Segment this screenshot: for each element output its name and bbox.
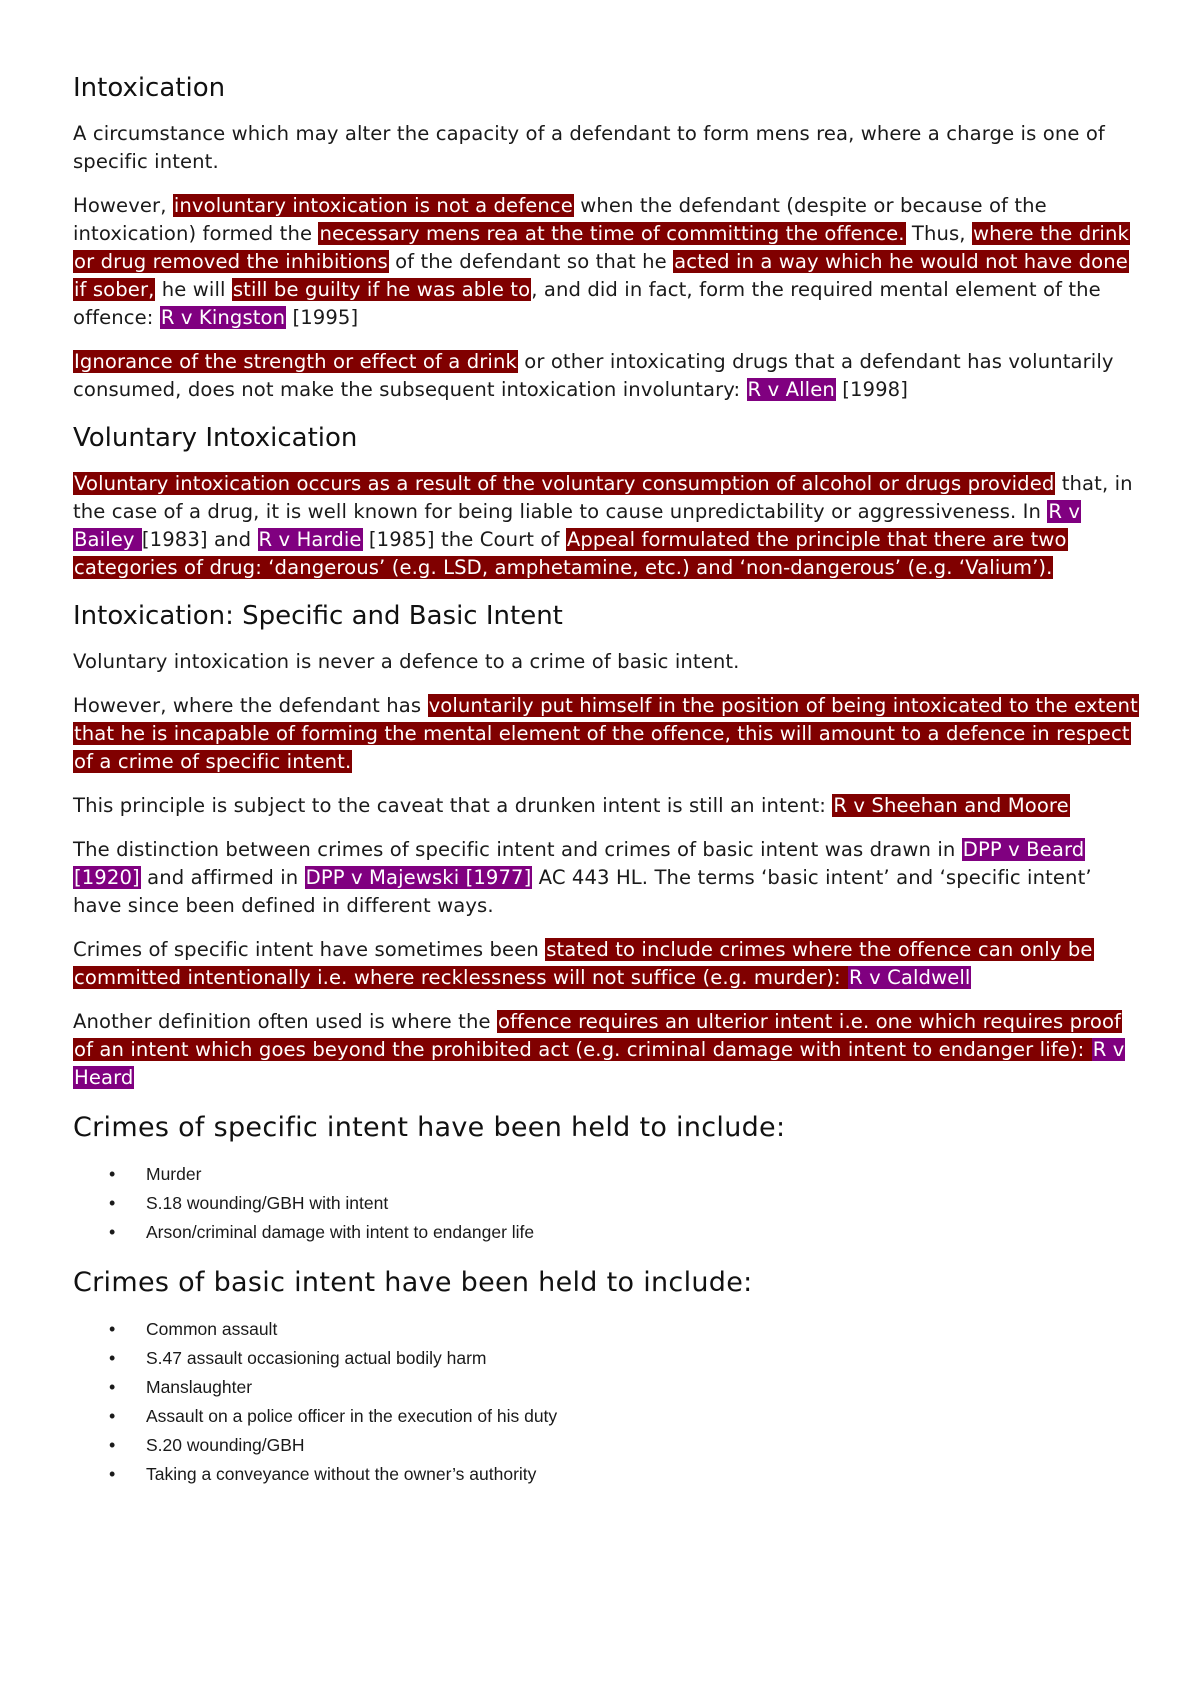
paragraph [73, 348, 1143, 404]
highlighted-text-red: Appeal formulated the principle that there are two categories of drug: ‘dangerous’ (e.g. LSD, amphetamine, etc.) and ‘non-dangerous’ (e.g. ‘Valium’). [74, 528, 1067, 579]
bullet-icon: • [109, 1435, 116, 1455]
body-text: he will [155, 278, 232, 301]
body-text: when the defendant (despite or because of the intoxication) formed the [73, 194, 1047, 245]
list-item [73, 1460, 1143, 1489]
body-text: A circumstance which may alter the capacity of a defendant to form mens rea, where a charge is one of specific intent. [73, 122, 1105, 173]
paragraph [73, 792, 1143, 820]
body-text: of the defendant so that he [388, 250, 674, 273]
bullet-icon: • [109, 1464, 116, 1484]
list-item-text: Manslaughter [146, 1377, 253, 1397]
paragraph [73, 692, 1143, 776]
bullet-icon: • [109, 1348, 116, 1368]
list-item [73, 1218, 1143, 1247]
body-text: or other intoxicating drugs that a defendant has voluntarily consumed, does not make the subsequent intoxication involuntary: [73, 350, 1114, 401]
highlighted-text-red: voluntarily put himself in the position of being intoxicated to the extent that he is incapable of forming the mental element of the offence, this will amount to a defence in respect of a crime of specific intent. [74, 694, 1138, 773]
highlighted-text-red: involuntary intoxication is not a defence [173, 194, 573, 217]
list-item-text: Assault on a police officer in the execution of his duty [146, 1406, 558, 1426]
section-heading: Intoxication: Specific and Basic Intent [73, 601, 563, 631]
case-citation-highlight: R v Bailey [74, 500, 1081, 551]
section-heading: Crimes of specific intent have been held to include: [73, 1112, 786, 1143]
body-text: [1995] [286, 306, 359, 329]
section-heading: Crimes of basic intent have been held to include: [73, 1267, 753, 1298]
case-citation-highlight: R v Allen [747, 378, 835, 401]
paragraph [73, 120, 1143, 176]
body-text: This principle is subject to the caveat that a drunken intent is still an intent: [73, 794, 833, 817]
highlighted-text-red: offence requires an ulterior intent i.e. one which requires proof of an intent which goes beyond the prohibited act (e.g. criminal damage with intent to endanger life): [74, 1010, 1122, 1061]
body-text: [1985] the Court of [362, 528, 566, 551]
bullet-icon: • [109, 1377, 116, 1397]
highlighted-text-red: Voluntary intoxication occurs as a result of the voluntary consumption of alcohol or drugs provided [74, 472, 1055, 495]
body-text: Voluntary intoxication is never a defence to a crime of basic intent. [73, 650, 740, 673]
body-text: [1983] and [141, 528, 258, 551]
list-item [73, 1344, 1143, 1373]
list-item-text: S.20 wounding/GBH [146, 1435, 305, 1455]
bullet-icon: • [109, 1406, 116, 1426]
paragraph [73, 192, 1143, 332]
body-text: The distinction between crimes of specific intent and crimes of basic intent was drawn in [73, 838, 962, 861]
body-text: Thus, [905, 222, 972, 245]
paragraph [73, 836, 1143, 920]
case-citation-highlight: DPP v Beard [1920] [74, 838, 1085, 889]
list-item [73, 1315, 1143, 1344]
bullet-list [73, 1315, 1143, 1489]
highlighted-text-red: necessary mens rea at the time of committing the offence. [319, 222, 905, 245]
highlighted-text-red: stated to include crimes where the offence can only be committed intentionally i.e. where recklessness will not suffice (e.g. murder): [74, 938, 1093, 989]
body-text: However, [73, 194, 173, 217]
body-text: Another definition often used is where the [73, 1010, 497, 1033]
highlighted-text-red: still be guilty if he was able to [232, 278, 531, 301]
body-text: AC 443 HL. The terms ‘basic intent’ and ‘specific intent’ have since been defined in different ways. [73, 866, 1092, 917]
body-text: Crimes of specific intent have sometimes been [73, 938, 546, 961]
case-citation-highlight: DPP v Majewski [1977] [305, 866, 532, 889]
case-citation-highlight: R v Caldwell [849, 966, 971, 989]
bullet-icon: • [109, 1319, 116, 1339]
document-page [73, 70, 1143, 1503]
highlighted-text-red: acted in a way which he would not have done if sober, [74, 250, 1128, 301]
paragraph [73, 470, 1143, 582]
list-item [73, 1431, 1143, 1460]
bullet-icon: • [109, 1164, 116, 1184]
paragraph [73, 1008, 1143, 1092]
list-item-text: Taking a conveyance without the owner’s authority [146, 1464, 537, 1484]
body-text: , and did in fact, form the required mental element of the offence: [73, 278, 1101, 329]
list-item-text: S.18 wounding/GBH with intent [146, 1193, 389, 1213]
list-item-text: Murder [146, 1164, 202, 1184]
body-text: that, in the case of a drug, it is well known for being liable to cause unpredictability or aggressiveness. In [73, 472, 1133, 523]
list-item-text: Common assault [146, 1319, 278, 1339]
section-heading: Voluntary Intoxication [73, 423, 358, 453]
list-item [73, 1189, 1143, 1218]
highlighted-text-red: Ignorance of the strength or effect of a drink [74, 350, 517, 373]
body-text: However, where the defendant has [73, 694, 428, 717]
paragraph [73, 648, 1143, 676]
body-text: [1998] [835, 378, 908, 401]
list-item [73, 1160, 1143, 1189]
bullet-icon: • [109, 1222, 116, 1242]
list-item-text: S.47 assault occasioning actual bodily harm [146, 1348, 487, 1368]
list-item [73, 1402, 1143, 1431]
case-citation-highlight: R v Heard [74, 1038, 1125, 1089]
bullet-icon: • [109, 1193, 116, 1213]
highlighted-text-red: R v Sheehan and Moore [833, 794, 1069, 817]
bullet-list [73, 1160, 1143, 1247]
body-text: and affirmed in [140, 866, 305, 889]
case-citation-highlight: R v Hardie [258, 528, 362, 551]
list-item-text: Arson/criminal damage with intent to endanger life [146, 1222, 535, 1242]
list-item [73, 1373, 1143, 1402]
section-heading: Intoxication [73, 73, 226, 103]
case-citation-highlight: R v Kingston [160, 306, 286, 329]
paragraph [73, 936, 1143, 992]
highlighted-text-red: where the drink or drug removed the inhibitions [74, 222, 1129, 273]
